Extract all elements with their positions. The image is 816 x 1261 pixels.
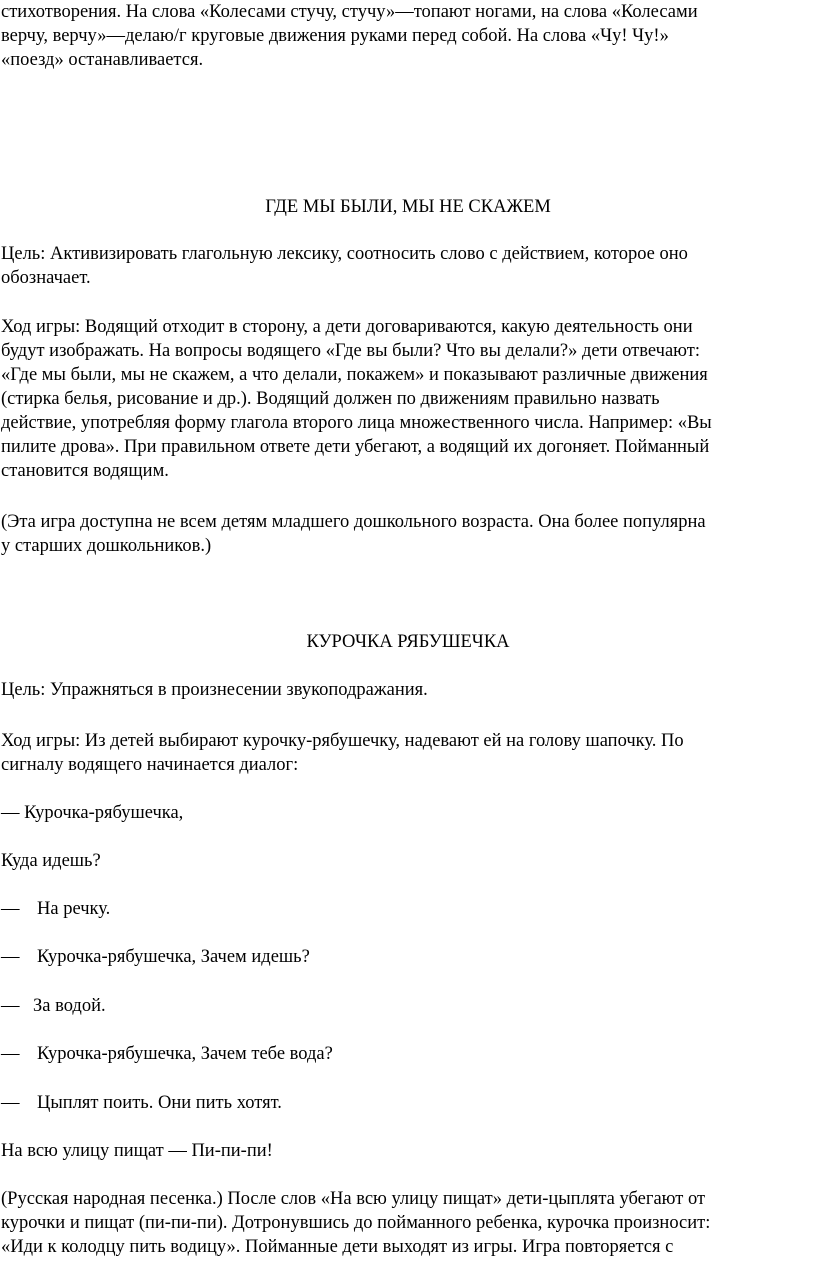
text-line: Цель: Активизировать глагольную лексику, соотносить слово с действием, которое оно bbox=[1, 244, 688, 264]
dialog-text: На речку. bbox=[37, 899, 111, 919]
text-line: «Иди к колодцу пить водицу». Пойманные дети выходят из игры. Игра повторяется с bbox=[1, 1237, 674, 1257]
text-line: Ход игры: Водящий отходит в сторону, а дети договариваются, какую деятельность они bbox=[1, 317, 693, 337]
course-paragraph bbox=[1, 315, 810, 483]
text-line: «Где мы были, мы не скажем, а что делали, покажем» и показывают различные движения bbox=[1, 365, 708, 385]
text-line: (Русская народная песенка.) После слов «На всю улицу пищат» дети-цыплята убегают от bbox=[1, 1189, 706, 1209]
dialog-line bbox=[1, 994, 106, 1018]
dash-mark: — bbox=[1, 996, 20, 1016]
text-line: (стирка белья, рисование и др.). Водящий должен по движениям правильно назвать bbox=[1, 389, 660, 409]
text-line: будут изображать. На вопросы водящего «Где вы были? Что вы делали?» дети отвечают: bbox=[1, 341, 700, 361]
text-line: действие, употребляя форму глагола второго лица множественного числа. Например: «Вы bbox=[1, 413, 712, 433]
closing-paragraph bbox=[1, 1187, 810, 1259]
section-title: КУРОЧКА РЯБУШЕЧКА bbox=[306, 632, 510, 652]
text-line: стихотворения. На слова «Колесами стучу, стучу»—топают ногами, на слова «Колесами bbox=[1, 2, 698, 22]
dialog-line: — Курочка-рябушечка, bbox=[1, 803, 184, 823]
dialog-line: На всю улицу пищат — Пи-пи-пи! bbox=[1, 1141, 273, 1161]
dash-mark: — bbox=[1, 1044, 20, 1064]
dialog-text: Курочка-рябушечка, Зачем тебе вода? bbox=[37, 1044, 333, 1064]
goal-paragraph: Цель: Упражняться в произнесении звукоподражания. bbox=[1, 680, 428, 700]
text-line: у старших дошкольников.) bbox=[1, 536, 212, 556]
intro-paragraph bbox=[1, 0, 810, 72]
dialog-text: За водой. bbox=[33, 996, 106, 1016]
section-title: ГДЕ МЫ БЫЛИ, МЫ НЕ СКАЖЕМ bbox=[265, 197, 551, 217]
text-line: пилите дрова». При правильном ответе дети убегают, а водящий их догоняет. Пойманный bbox=[1, 437, 710, 457]
note-paragraph bbox=[1, 510, 810, 558]
text-line: становится водящим. bbox=[1, 461, 169, 481]
text-line: верчу, верчу»—делаю/г круговые движения руками перед собой. На слова «Чу! Чу!» bbox=[1, 26, 669, 46]
dash-mark: — bbox=[1, 947, 20, 967]
dialog-line bbox=[1, 1091, 282, 1115]
dash-mark: — bbox=[1, 899, 20, 919]
dialog-line bbox=[1, 945, 310, 969]
dialog-line bbox=[1, 1042, 333, 1066]
text-line: курочки и пищат (пи-пи-пи). Дотронувшись до пойманного ребенка, курочка произносит: bbox=[1, 1213, 711, 1233]
text-line: сигналу водящего начинается диалог: bbox=[1, 755, 299, 775]
dialog-line bbox=[1, 897, 110, 921]
dash-mark: — bbox=[1, 1093, 20, 1113]
text-line: обозначает. bbox=[1, 268, 91, 288]
dialog-text: Курочка-рябушечка, Зачем идешь? bbox=[37, 947, 310, 967]
dialog-text: Цыплят поить. Они пить хотят. bbox=[37, 1093, 282, 1113]
text-line: «поезд» останавливается. bbox=[1, 50, 204, 70]
text-line: (Эта игра доступна не всем детям младшего дошкольного возраста. Она более популярна bbox=[1, 512, 706, 532]
dialog-line: Куда идешь? bbox=[1, 851, 101, 871]
goal-paragraph bbox=[1, 242, 810, 290]
text-line: Ход игры: Из детей выбирают курочку-рябушечку, надевают ей на голову шапочку. По bbox=[1, 731, 684, 751]
course-paragraph bbox=[1, 729, 810, 777]
